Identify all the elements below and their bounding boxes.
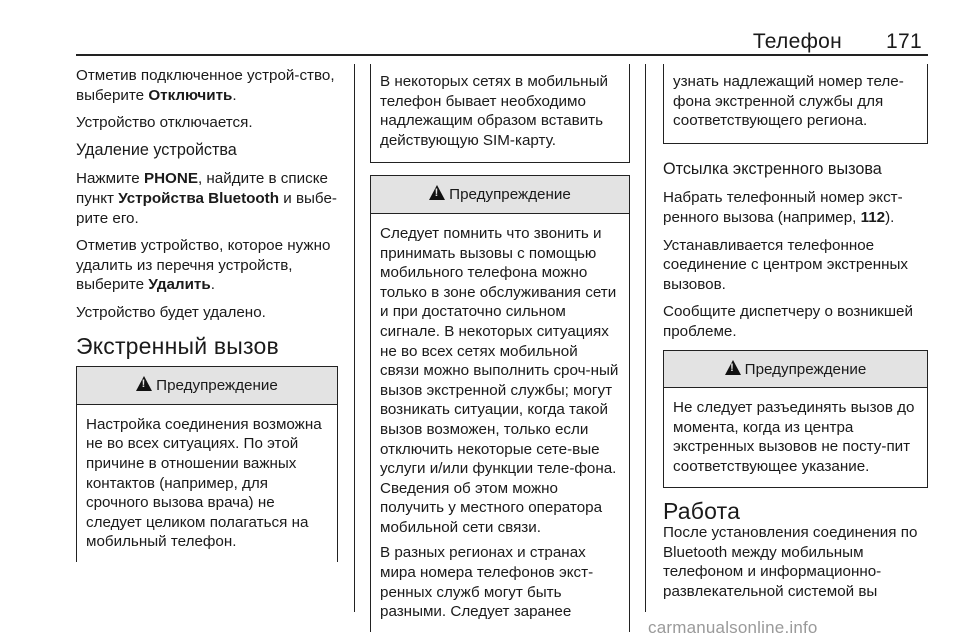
- warning-body: [371, 64, 629, 162]
- warning-body: [77, 405, 337, 562]
- text: , найдите в списке пункт: [76, 170, 328, 207]
- warning-box-continued: [663, 64, 928, 144]
- warning-header: [664, 351, 927, 389]
- text: Набрать телефонный номер экст-ренного вызова (например,: [663, 189, 903, 226]
- paragraph: [76, 66, 338, 105]
- warning-title: Предупреждение: [744, 360, 867, 378]
- warning-body: [664, 64, 927, 143]
- watermark: carmanualsonline.info: [648, 618, 818, 637]
- warning-triangle-icon: [429, 185, 445, 200]
- paragraph: После установления соединения по Bluetooth между мобильным телефоном и информационно-развлекательной системой вы: [663, 524, 918, 600]
- subheading-delete-device: Удаление устройства: [76, 140, 237, 159]
- warning-triangle-icon: [136, 376, 152, 391]
- warning-text: узнать надлежащий номер теле-фона экстренной службы для соответствующего региона.: [673, 73, 904, 130]
- warning-text: В разных регионах и странах мира номера телефонов экст-ренных служб могут быть разными. Следует заранее: [380, 544, 594, 621]
- paragraph: Устанавливается телефонное соединение с центром экстренных вызовов.: [663, 236, 909, 293]
- menu-term: Устройства Bluetooth: [118, 189, 280, 207]
- warning-header: [371, 176, 629, 214]
- menu-term: Удалить: [148, 276, 211, 294]
- warning-box: [370, 175, 630, 631]
- text: ).: [885, 208, 895, 226]
- text: .: [210, 276, 215, 294]
- paragraph: [76, 236, 338, 295]
- button-term: PHONE: [143, 170, 198, 188]
- warning-header: [77, 367, 337, 405]
- text: Нажмите: [76, 170, 144, 188]
- section-title: Телефон: [752, 30, 843, 53]
- page-number: 171: [886, 30, 922, 53]
- paragraph: [663, 188, 928, 227]
- warning-box-continued: [370, 64, 630, 163]
- warning-text: В некоторых сетях в мобильный телефон бывает необходимо надлежащим образом вставить действующую SIM-карту.: [380, 73, 608, 149]
- column-2: [370, 66, 630, 632]
- warning-text: Следует помнить что звонить и принимать вызовы с помощью мобильного телефона можно только в зоне обслуживания сети и при достаточно сильном сигнале. В некоторых ситуациях не во всех сетях мобильной связи можно выполнить сроч-ный вызов экстренной службы; могут возникать ситуации, когда такой вызов возможен, только если отключить некоторые сете-вые услуги и/или функции теле-фона. Сведения об этом можно получить у местного оператора мобильной сети связи.: [380, 224, 619, 536]
- heading-emergency-call: Экстренный вызов: [76, 332, 279, 359]
- warning-text: Настройка соединения возможна не во всех ситуациях. По этой причине в отношении важных контактов (например, для срочного вызова врача) не следует целиком полагаться на мобильный телефон.: [86, 415, 322, 551]
- page-header: [753, 30, 922, 54]
- column-3: [663, 66, 928, 609]
- paragraph: Устройство отключается.: [76, 114, 253, 132]
- header-rule: [76, 54, 928, 56]
- warning-box: [663, 350, 928, 488]
- warning-triangle-icon: [725, 360, 741, 375]
- menu-term: Отключить: [148, 86, 233, 104]
- subheading-send-emergency: Отсылка экстренного вызова: [663, 159, 882, 178]
- emergency-number: 112: [860, 208, 886, 226]
- text: и выбе-рите его.: [76, 189, 337, 227]
- paragraph: Сообщите диспетчеру о возникшей проблеме.: [663, 303, 913, 340]
- text: Отметив устройство, которое нужно удалить из перечня устройств, выберите: [76, 237, 331, 294]
- text: .: [232, 86, 237, 104]
- warning-body: [664, 388, 927, 486]
- warning-title: Предупреждение: [449, 186, 571, 204]
- paragraph: Устройство будет удалено.: [76, 303, 266, 321]
- warning-text: Не следует разъединять вызов до момента, когда из центра экстренных вызовов не посту-пит соответствующее указание.: [673, 399, 915, 475]
- column-1: [76, 66, 338, 562]
- paragraph: [76, 169, 338, 228]
- warning-box: [76, 366, 338, 562]
- column-divider-2: [645, 64, 646, 612]
- warning-title: Предупреждение: [156, 377, 278, 395]
- text: Отметив подключенное устрой-ство, выберите: [76, 67, 335, 104]
- warning-body: [371, 214, 629, 632]
- heading-operation: Работа: [663, 497, 741, 524]
- column-divider-1: [354, 64, 355, 612]
